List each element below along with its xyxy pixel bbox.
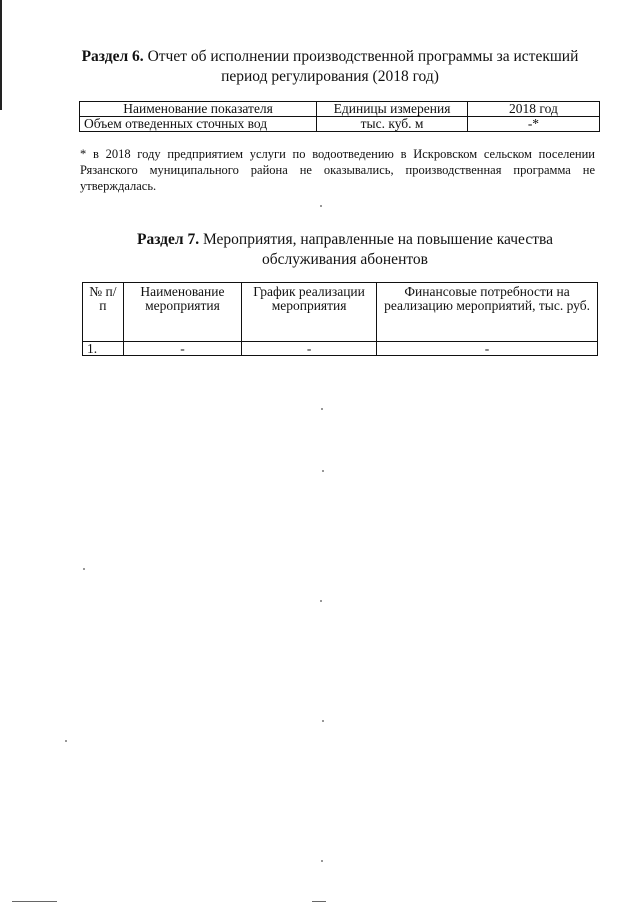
- cell-indicator-name: Объем отведенных сточных вод: [80, 117, 317, 132]
- cell-measure-name: -: [123, 342, 241, 356]
- cell-financing: -: [377, 342, 598, 356]
- section-6-label: Раздел 6.: [81, 48, 144, 65]
- scan-speck: [321, 408, 323, 410]
- cell-value: -*: [467, 117, 599, 132]
- scan-speck: [322, 720, 324, 722]
- header-year: 2018 год: [467, 102, 599, 117]
- scan-edge-line: [0, 0, 2, 110]
- section-6-table: [79, 101, 600, 132]
- header-units: Единицы измерения: [317, 102, 468, 117]
- section-7-table: [82, 282, 598, 356]
- header-measure-name: Наименование мероприятия: [123, 283, 241, 342]
- scan-speck: [65, 740, 67, 742]
- section-7-label: Раздел 7.: [137, 231, 200, 248]
- table-row: [83, 342, 598, 356]
- header-financing: Финансовые потребности на реализацию мероприятий, тыс. руб.: [377, 283, 598, 342]
- cell-units: тыс. куб. м: [317, 117, 468, 132]
- section-7-title: Мероприятия, направленные на повышение качества обслуживания абонентов: [202, 231, 553, 268]
- scan-speck: [321, 860, 323, 862]
- table-header-row: [80, 102, 600, 117]
- header-schedule: График реализации мероприятия: [242, 283, 377, 342]
- header-indicator-name: Наименование показателя: [80, 102, 317, 117]
- section-7-heading: [115, 230, 575, 270]
- scan-speck: [320, 205, 322, 207]
- table-header-row: [83, 283, 598, 342]
- header-number: № п/п: [83, 283, 124, 342]
- section-6-footnote: * в 2018 году предприятием услуги по водоотведению в Искровском сельском поселении Рязанского муниципального района не оказывались, производственная программа не утверждалась.: [80, 147, 595, 193]
- scan-edge-mark: [312, 901, 326, 902]
- scan-speck: [83, 568, 85, 570]
- scan-edge-mark: [12, 901, 57, 902]
- cell-schedule: -: [242, 342, 377, 356]
- section-6-title: Отчет об исполнении производственной программы за истекший период регулирования (2018 год): [147, 48, 579, 85]
- table-row: [80, 117, 600, 132]
- section-6-heading: [80, 47, 580, 87]
- scan-speck: [320, 600, 322, 602]
- scan-speck: [322, 470, 324, 472]
- cell-number: 1.: [83, 342, 124, 356]
